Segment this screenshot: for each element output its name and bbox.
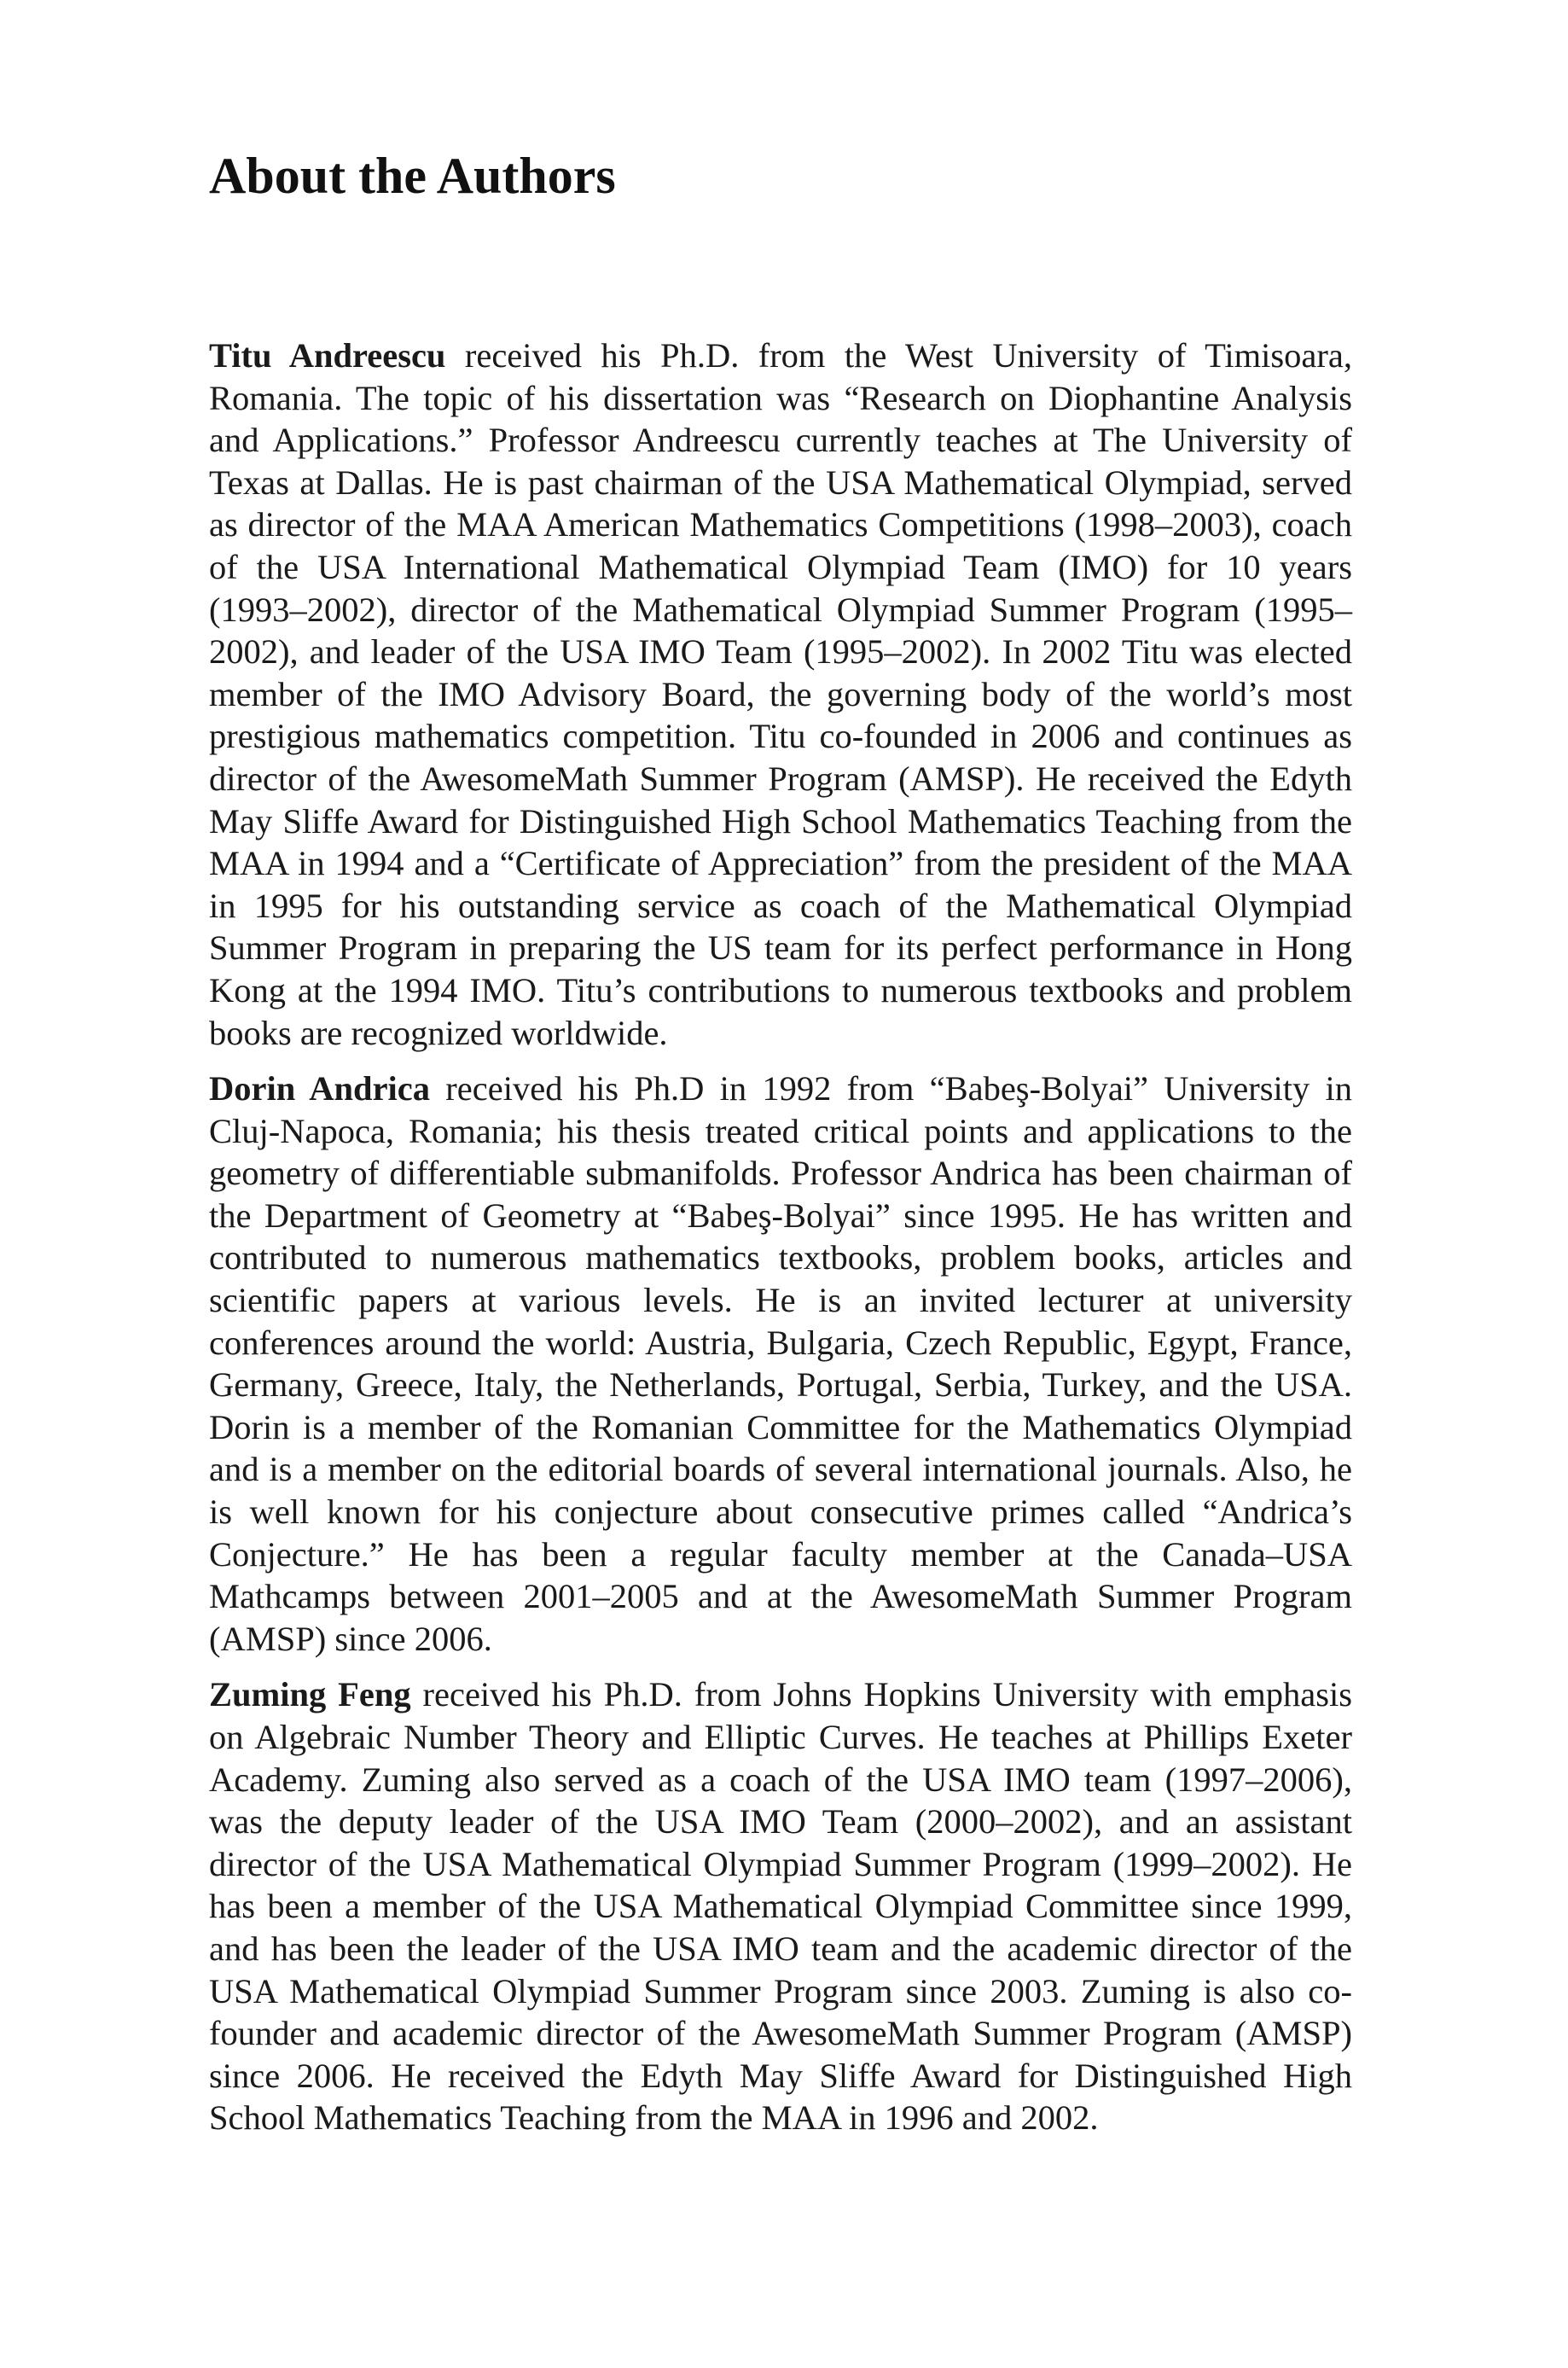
- author-name: Zuming Feng: [209, 1675, 411, 1714]
- author-bio-text: received his Ph.D. from Johns Hopkins University with emphasis on Algebraic Number Theory and Elliptic Curves. He teaches at Phillips Exeter Academy. Zuming also served as a coach of the USA IMO team (1997–2006), was the deputy leader of the USA IMO Team (2000–2002), and an assistant director of the USA Mathematical Olympiad Summer Program (1999–2002). He has been a member of the USA Mathematical Olympiad Committee since 1999, and has been the leader of the USA IMO team and the academic director of the USA Mathematical Olympiad Summer Program since 2003. Zuming is also co-founder and academic director of the AwesomeMath Summer Program (AMSP) since 2006. He received the Edyth May Sliffe Award for Distinguished High School Mathematics Teaching from the MAA in 1996 and 2002.: [209, 1675, 1352, 2138]
- author-name: Dorin Andrica: [209, 1069, 431, 1108]
- document-page: [209, 145, 1352, 2139]
- author-bio-andreescu: [209, 335, 1352, 1054]
- author-bio-feng: [209, 1673, 1352, 2139]
- author-bio-andrica: [209, 1068, 1352, 1660]
- author-bio-text: received his Ph.D in 1992 from “Babeş-Bolyai” University in Cluj-Napoca, Romania; his thesis treated critical points and applications to the geometry of differentiable submanifolds. Professor Andrica has been chairman of the Department of Geometry at “Babeş-Bolyai” since 1995. He has written and contributed to numerous mathematics textbooks, problem books, articles and scientific papers at various levels. He is an invited lecturer at university conferences around the world: Austria, Bulgaria, Czech Republic, Egypt, France, Germany, Greece, Italy, the Netherlands, Portugal, Serbia, Turkey, and the USA. Dorin is a member of the Romanian Committee for the Mathematics Olympiad and is a member on the editorial boards of several international journals. Also, he is well known for his conjecture about consecutive primes called “Andrica’s Conjecture.” He has been a regular faculty member at the Canada–USA Mathcamps between 2001–2005 and at the AwesomeMath Summer Program (AMSP) since 2006.: [209, 1069, 1353, 1658]
- page-title: About the Authors: [209, 148, 616, 204]
- author-name: Titu Andreescu: [209, 336, 446, 375]
- author-bio-text: received his Ph.D. from the West University of Timisoara, Romania. The topic of his dissertation was “Research on Diophantine Analysis and Applications.” Professor Andreescu currently teaches at The University of Texas at Dallas. He is past chairman of the USA Mathematical Olympiad, served as director of the MAA American Mathematics Competitions (1998–2003), coach of the USA International Mathematical Olympiad Team (IMO) for 10 years (1993–2002), director of the Mathematical Olympiad Summer Program (1995–2002), and leader of the USA IMO Team (1995–2002). In 2002 Titu was elected member of the IMO Advisory Board, the governing body of the world’s most prestigious mathematics competition. Titu co-founded in 2006 and continues as director of the AwesomeMath Summer Program (AMSP). He received the Edyth May Sliffe Award for Distinguished High School Mathematics Teaching from the MAA in 1994 and a “Certificate of Appreciation” from the president of the MAA in 1995 for his outstanding service as coach of the Mathematical Olympiad Summer Program in preparing the US team for its perfect performance in Hong Kong at the 1994 IMO. Titu’s contributions to numerous textbooks and problem books are recognized worldwide.: [209, 336, 1352, 1052]
